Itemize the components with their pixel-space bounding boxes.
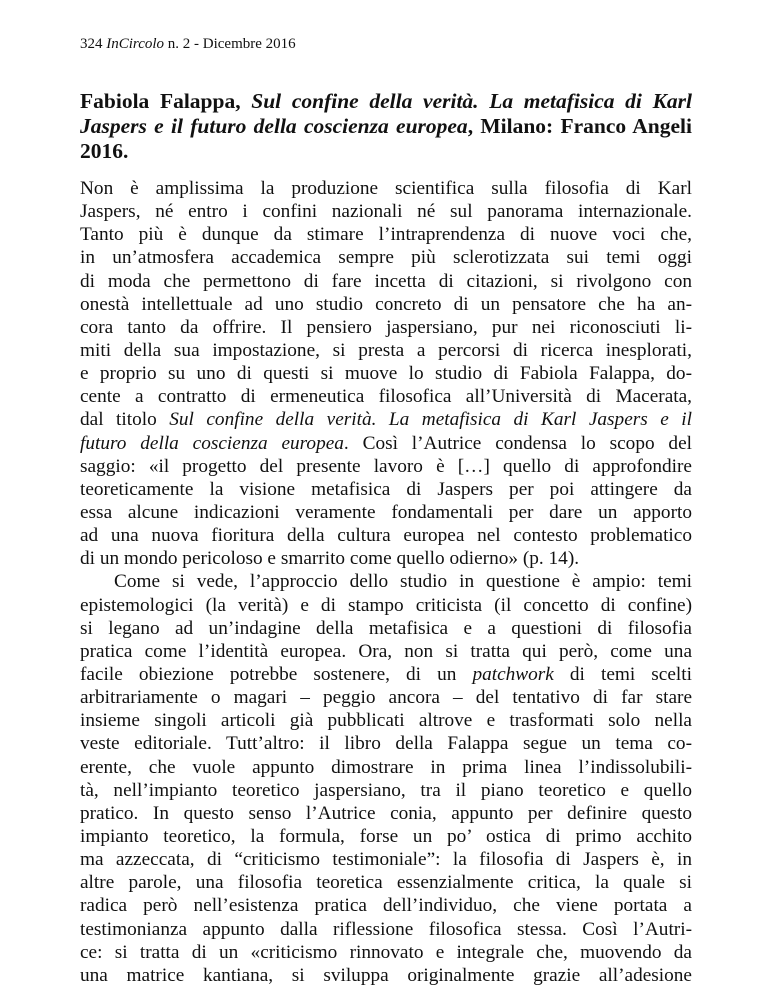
text-line: arbitrariamente o magari – peggio ancora – del tentativo di far stare xyxy=(80,687,692,709)
page-number: 324 xyxy=(80,36,103,52)
text-line: cente a contratto di ermeneutica filosofica all’Università di Macerata, xyxy=(80,386,692,408)
book-title-inline: futuro della coscienza europea xyxy=(80,432,344,454)
text-segment: di temi scelti xyxy=(553,663,692,685)
text-line: saggio: «il progetto del presente lavoro è […] quello di approfondire xyxy=(80,455,692,477)
text-line: radica però nell’esistenza pratica dell’individuo, che viene portata a xyxy=(80,895,692,917)
issue-info: n. 2 - Dicembre 2016 xyxy=(167,36,296,52)
text-line: tà, nell’impianto teoretico jaspersiano, tra il piano teoretico e quello xyxy=(80,779,692,801)
text-line: di moda che permettono di fare incetta di citazioni, si rivolgono con xyxy=(80,270,692,292)
italic-term: patchwork xyxy=(472,663,554,685)
journal-name: InCircolo xyxy=(106,36,165,52)
running-header xyxy=(80,35,296,53)
text-line: testimonianza appunto dalla riflessione filosofica stessa. Così l’Autri- xyxy=(80,918,692,940)
review-title xyxy=(80,89,692,164)
text-line: veste editoriale. Tutt’altro: il libro della Falappa segue un tema co- xyxy=(80,733,692,755)
text-line: cora tanto da offrire. Il pensiero jaspersiano, pur nei riconosciuti li- xyxy=(80,316,692,338)
text-line: pratico. In questo senso l’Autrice conia, appunto per definire questo xyxy=(80,802,692,824)
text-line: Jaspers, né entro i confini nazionali né sul panorama internazionale. xyxy=(80,201,692,223)
text-line: essa alcune indicazioni veramente fondamentali per dare un apporto xyxy=(80,501,692,523)
text-line: onestà intellettuale ad uno studio concreto di un pensatore che ha an- xyxy=(80,293,692,315)
book-title-inline: Sul confine della verità. La metafisica di Karl Jaspers e il xyxy=(169,409,692,431)
text-line: ad una nuova fioritura della cultura europea nel contesto problematico xyxy=(80,525,692,547)
text-line: ce: si tratta di un «criticismo rinnovato e integrale che, muovendo da xyxy=(80,941,692,963)
text-line: impianto teoretico, la formula, forse un po’ ostica di primo acchito xyxy=(80,825,692,847)
text-line: altre parole, una filosofia teoretica essenzialmente critica, la quale si xyxy=(80,872,692,894)
text-line: insieme singoli articoli già pubblicati altrove e trasformati solo nella xyxy=(80,710,692,732)
text-line: si legano ad un’indagine della metafisica e a questioni di filosofia xyxy=(80,617,692,639)
text-line: Tanto più è dunque da stimare l’intraprendenza di nuove voci che, xyxy=(80,224,692,246)
text-line: una matrice kantiana, si sviluppa originalmente grazie all’adesione xyxy=(80,964,692,986)
text-line: miti della sua impostazione, si presta a percorsi di ricerca inesplorati, xyxy=(80,339,692,361)
text-segment: facile obiezione potrebbe sostenere, di un xyxy=(80,663,473,685)
text-line xyxy=(80,663,692,686)
text-line: di un mondo pericoloso e smarrito come quello odierno» (p. 14). xyxy=(80,548,580,570)
text-line: epistemologici (la verità) e di stampo criticista (il concetto di confine) xyxy=(80,594,692,616)
reviewed-author: Fabiola Falappa, xyxy=(80,89,252,113)
text-line: ma azzeccata, di “criticismo testimoniale”: la filosofia di Jaspers è, in xyxy=(80,849,692,871)
text-line xyxy=(80,432,692,455)
text-line: in un’atmosfera accademica sempre più sclerotizzata sui temi oggi xyxy=(80,247,692,269)
text-line: Come si vede, l’approccio dello studio in questione è ampio: temi xyxy=(114,571,692,593)
text-line: pratica come l’identità europea. Ora, non si tratta qui però, come una xyxy=(80,640,692,662)
reviewed-book-title: Sul confine della verità. La metafisica di Karl Jaspers e il futuro della coscienza europea xyxy=(80,89,692,138)
publication-info: , Milano: Franco Angeli 2016. xyxy=(80,114,692,163)
text-line xyxy=(80,408,692,431)
text-line: Non è amplissima la produzione scientifica sulla filosofia di Karl xyxy=(80,178,692,199)
text-line: e proprio su uno di questi si muove lo studio di Fabiola Falappa, do- xyxy=(80,363,692,385)
text-segment: dal titolo xyxy=(80,409,170,431)
text-line: teoreticamente la visione metafisica di Jaspers per poi attingere da xyxy=(80,478,692,500)
text-segment: . Così l’Autrice condensa lo scopo del xyxy=(343,432,692,454)
text-line: erente, che vuole appunto dimostrare in prima linea l’indissolubili- xyxy=(80,756,692,778)
review-body xyxy=(80,177,692,987)
